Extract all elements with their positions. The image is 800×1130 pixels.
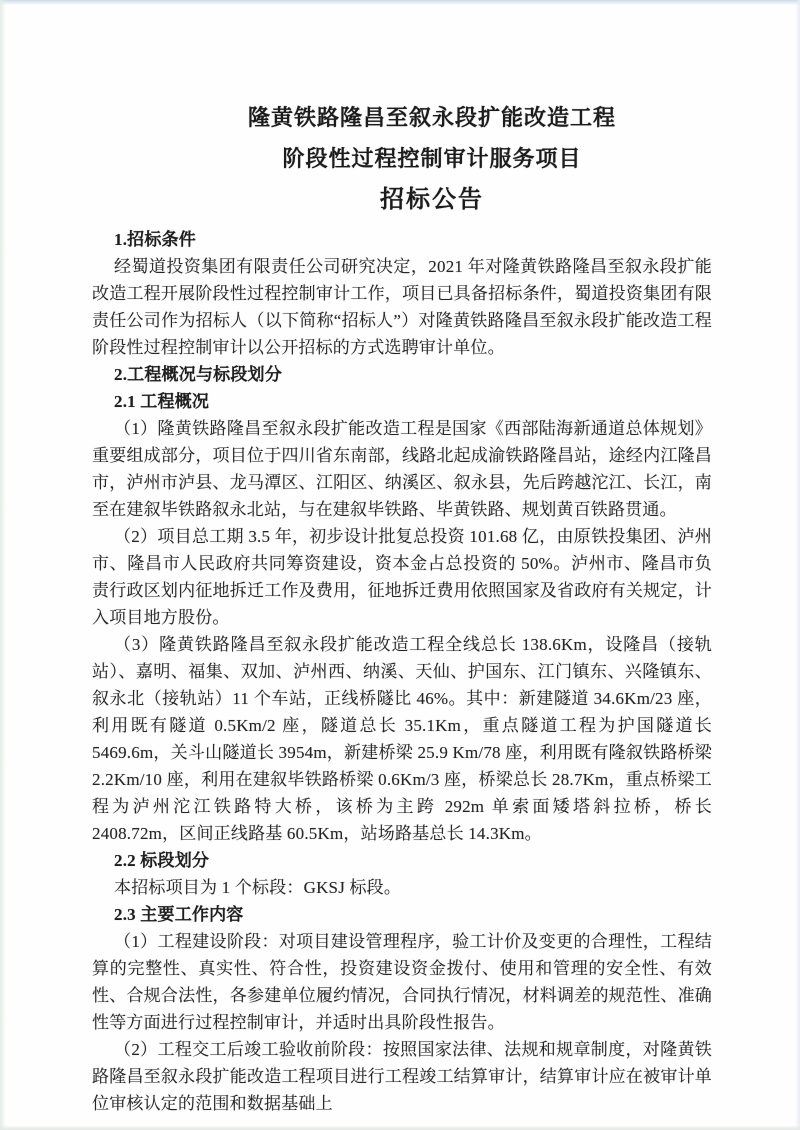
scan-edge-right	[795, 0, 800, 1130]
section-heading-1: 1.招标条件	[114, 230, 196, 249]
document-body	[92, 226, 712, 1117]
section-heading-2-3: 2.3 主要工作内容	[114, 905, 244, 924]
scan-edge-top	[0, 0, 800, 5]
section-heading-2-1: 2.1 工程概况	[114, 392, 210, 411]
scan-edge-bottom	[0, 1125, 800, 1130]
paragraph-overview-1: （1）隆黄铁路隆昌至叙永段扩能改造工程是国家《西部陆海新通道总体规划》重要组成部分，项目位于四川省东南部，线路北起成渝铁路隆昌站，途经内江隆昌市，泸州市泸县、龙马潭区、江阳区、纳溪区、叙永县，先后跨越沱江、长江，南至在建叙毕铁路叙永北站，与在建叙毕铁路、毕黄铁路、规划黄百铁路贯通。	[92, 419, 712, 519]
section-heading-2-2: 2.2 标段划分	[114, 851, 210, 870]
paragraph-overview-2: （2）项目总工期 3.5 年，初步设计批复总投资 101.68 亿，由原铁投集团、泸州市、隆昌市人民政府共同筹资建设，资本金占总投资的 50%。泸州市、隆昌市负责行政区划内征地拆迁工作及费用，征地拆迁费用依照国家及省政府有关规定，计入项目地方股份。	[92, 527, 712, 627]
paragraph-overview-3: （3）隆黄铁路隆昌至叙永段扩能改造工程全线总长 138.6Km，设隆昌（接轨站）、嘉明、福集、双加、泸州西、纳溪、天仙、护国东、江门镇东、兴隆镇东、叙永北（接轨站）11 个车站，正线桥隧比 46%。其中：新建隧道 34.6Km/23 座，利用既有隧道 0.5Km/2 座，隧道总长 35.1Km，重点隧道工程为护国隧道长 5469.6m，关斗山隧道长 3954m，新建桥梁 25.9 Km/78 座，利用既有隆叙铁路桥梁 2.2Km/10 座，利用在建叙毕铁路桥梁 0.6Km/3 座，桥梁总长 28.7Km，重点桥梁工程为泸州沱江铁路特大桥，该桥为主跨 292m 单索面矮塔斜拉桥，桥长 2408.72m，区间正线路基 60.5Km，站场路基总长 14.3Km。	[92, 635, 712, 843]
title-line-3: 招标公告	[380, 187, 484, 213]
document-title	[122, 97, 742, 222]
paragraph-lot-division: 本招标项目为 1 个标段：GKSJ 标段。	[114, 878, 402, 897]
title-line-2: 阶段性过程控制审计服务项目	[282, 146, 582, 171]
scan-edge-left	[0, 0, 6, 1130]
title-line-1: 隆黄铁路隆昌至叙永段扩能改造工程	[247, 105, 616, 130]
paragraph-work-content-2: （2）工程交工后竣工验收前阶段：按照国家法律、法规和规章制度，对隆黄铁路隆昌至叙永段扩能改造工程项目进行工程竣工结算审计，结算审计应在被审计单位审核认定的范围和数据基础上	[92, 1040, 712, 1113]
paragraph-work-content-1: （1）工程建设阶段：对项目建设管理程序，验工计价及变更的合理性，工程结算的完整性、真实性、符合性，投资建设资金拨付、使用和管理的安全性、有效性、合规合法性，各参建单位履约情况，合同执行情况，材料调差的规范性、准确性等方面进行过程控制审计，并适时出具阶段性报告。	[92, 932, 712, 1032]
section-heading-2: 2.工程概况与标段划分	[114, 365, 282, 384]
paragraph-bidding-conditions: 经蜀道投资集团有限责任公司研究决定，2021 年对隆黄铁路隆昌至叙永段扩能改造工程开展阶段性过程控制审计工作，项目已具备招标条件，蜀道投资集团有限责任公司作为招标人（以下简称“招标人”）对隆黄铁路隆昌至叙永段扩能改造工程阶段性过程控制审计以公开招标的方式选聘审计单位。	[92, 257, 712, 357]
